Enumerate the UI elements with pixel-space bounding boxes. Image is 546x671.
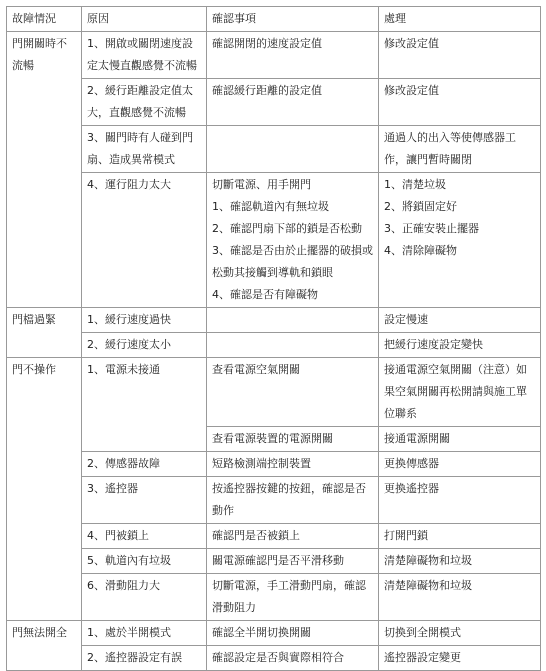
table-row [7,524,541,549]
cell-line: 4、確認是否有障礙物 [212,288,318,301]
header-action: 處理 [379,7,541,32]
cause-cell: 2、緩行速度太小 [82,333,207,358]
cause-cell: 2、緩行距離設定值太大，直觀感覺不流暢 [82,79,207,126]
table-row [7,79,541,126]
check-cell [207,333,379,358]
action-cell: 遙控器設定變更 [379,646,541,671]
table-row [7,549,541,574]
header-cause: 原因 [82,7,207,32]
action-cell: 更換傳感器 [379,452,541,477]
fault-cell: 門無法開全 [7,621,82,671]
table-row [7,574,541,621]
cause-cell: 5、軌道內有垃圾 [82,549,207,574]
check-cell [207,126,379,173]
cell-line: 2、確認門扇下部的鎖是否松動 [212,222,362,235]
table-row [7,358,541,427]
table-row [7,452,541,477]
table-row [7,646,541,671]
cause-cell: 1、處於半開模式 [82,621,207,646]
table-row [7,32,541,79]
check-cell: 確認開閉的速度設定值 [207,32,379,79]
table-row [7,173,541,308]
cell-line: 2、將鎖固定好 [384,200,457,213]
action-cell: 打開門鎖 [379,524,541,549]
fault-cell: 門開關時不流暢 [7,32,82,308]
fault-cell: 門不操作 [7,358,82,621]
cause-cell: 3、遙控器 [82,477,207,524]
cause-cell: 4、門被鎖上 [82,524,207,549]
check-cell: 短路檢測端控制裝置 [207,452,379,477]
action-cell: 把緩行速度設定變快 [379,333,541,358]
cause-cell: 2、遙控器設定有誤 [82,646,207,671]
action-cell: 修改設定值 [379,79,541,126]
check-cell: 關電源確認門是否平滑移動 [207,549,379,574]
cell-line: 1、清楚垃圾 [384,178,446,191]
cause-cell: 4、運行阻力太大 [82,173,207,308]
action-cell: 設定慢速 [379,308,541,333]
check-cell: 查看電源空氣開關 [207,358,379,427]
cause-cell: 3、關門時有人碰到門扇、造成異常模式 [82,126,207,173]
cell-line: 3、正確安裝止擺器 [384,222,479,235]
action-cell [379,173,541,308]
action-cell: 接通電源開關 [379,427,541,452]
check-cell: 切斷電源，手工滑動門扇，確認滑動阻力 [207,574,379,621]
action-cell: 修改設定值 [379,32,541,79]
check-cell: 確認門是否被鎖上 [207,524,379,549]
check-cell [207,308,379,333]
cause-cell: 1、緩行速度過快 [82,308,207,333]
cause-cell: 1、電源未接通 [82,358,207,452]
cell-line: 4、清除障礙物 [384,244,457,257]
action-cell: 更換遙控器 [379,477,541,524]
troubleshooting-table [6,6,541,671]
table-row [7,621,541,646]
header-fault: 故障情況 [7,7,82,32]
cause-cell: 6、滑動阻力大 [82,574,207,621]
table-body [7,32,541,671]
cell-line: 切斷電源、用手開門 [212,178,311,191]
table-row [7,126,541,173]
table-row [7,477,541,524]
cell-line: 1、確認軌道內有無垃圾 [212,200,329,213]
fault-cell: 門檔過緊 [7,308,82,358]
action-cell: 切換到全開模式 [379,621,541,646]
check-cell: 確認緩行距離的設定值 [207,79,379,126]
cause-cell: 1、開啟或關閉速度設定太慢直觀感覺不流暢 [82,32,207,79]
table-row [7,333,541,358]
cause-cell: 2、傳感器故障 [82,452,207,477]
header-check: 確認事項 [207,7,379,32]
check-cell [207,173,379,308]
check-cell: 查看電源裝置的電源開關 [207,427,379,452]
action-cell: 清楚障礙物和垃圾 [379,549,541,574]
action-cell: 接通電源空氣開關（注意）如果空氣開關再松開請與施工單位聯系 [379,358,541,427]
action-cell: 清楚障礙物和垃圾 [379,574,541,621]
check-cell: 確認設定是否與實際相符合 [207,646,379,671]
check-cell: 按遙控器按鍵的按鈕，確認是否動作 [207,477,379,524]
header-row [7,7,541,32]
check-cell: 確認全半開切換開關 [207,621,379,646]
action-cell: 通過人的出入等使傳感器工作，讓門暫時關閉 [379,126,541,173]
cell-line: 3、確認是否由於止擺器的破損或松動其接觸到導軌和鎖眼 [212,244,373,279]
table-row [7,308,541,333]
